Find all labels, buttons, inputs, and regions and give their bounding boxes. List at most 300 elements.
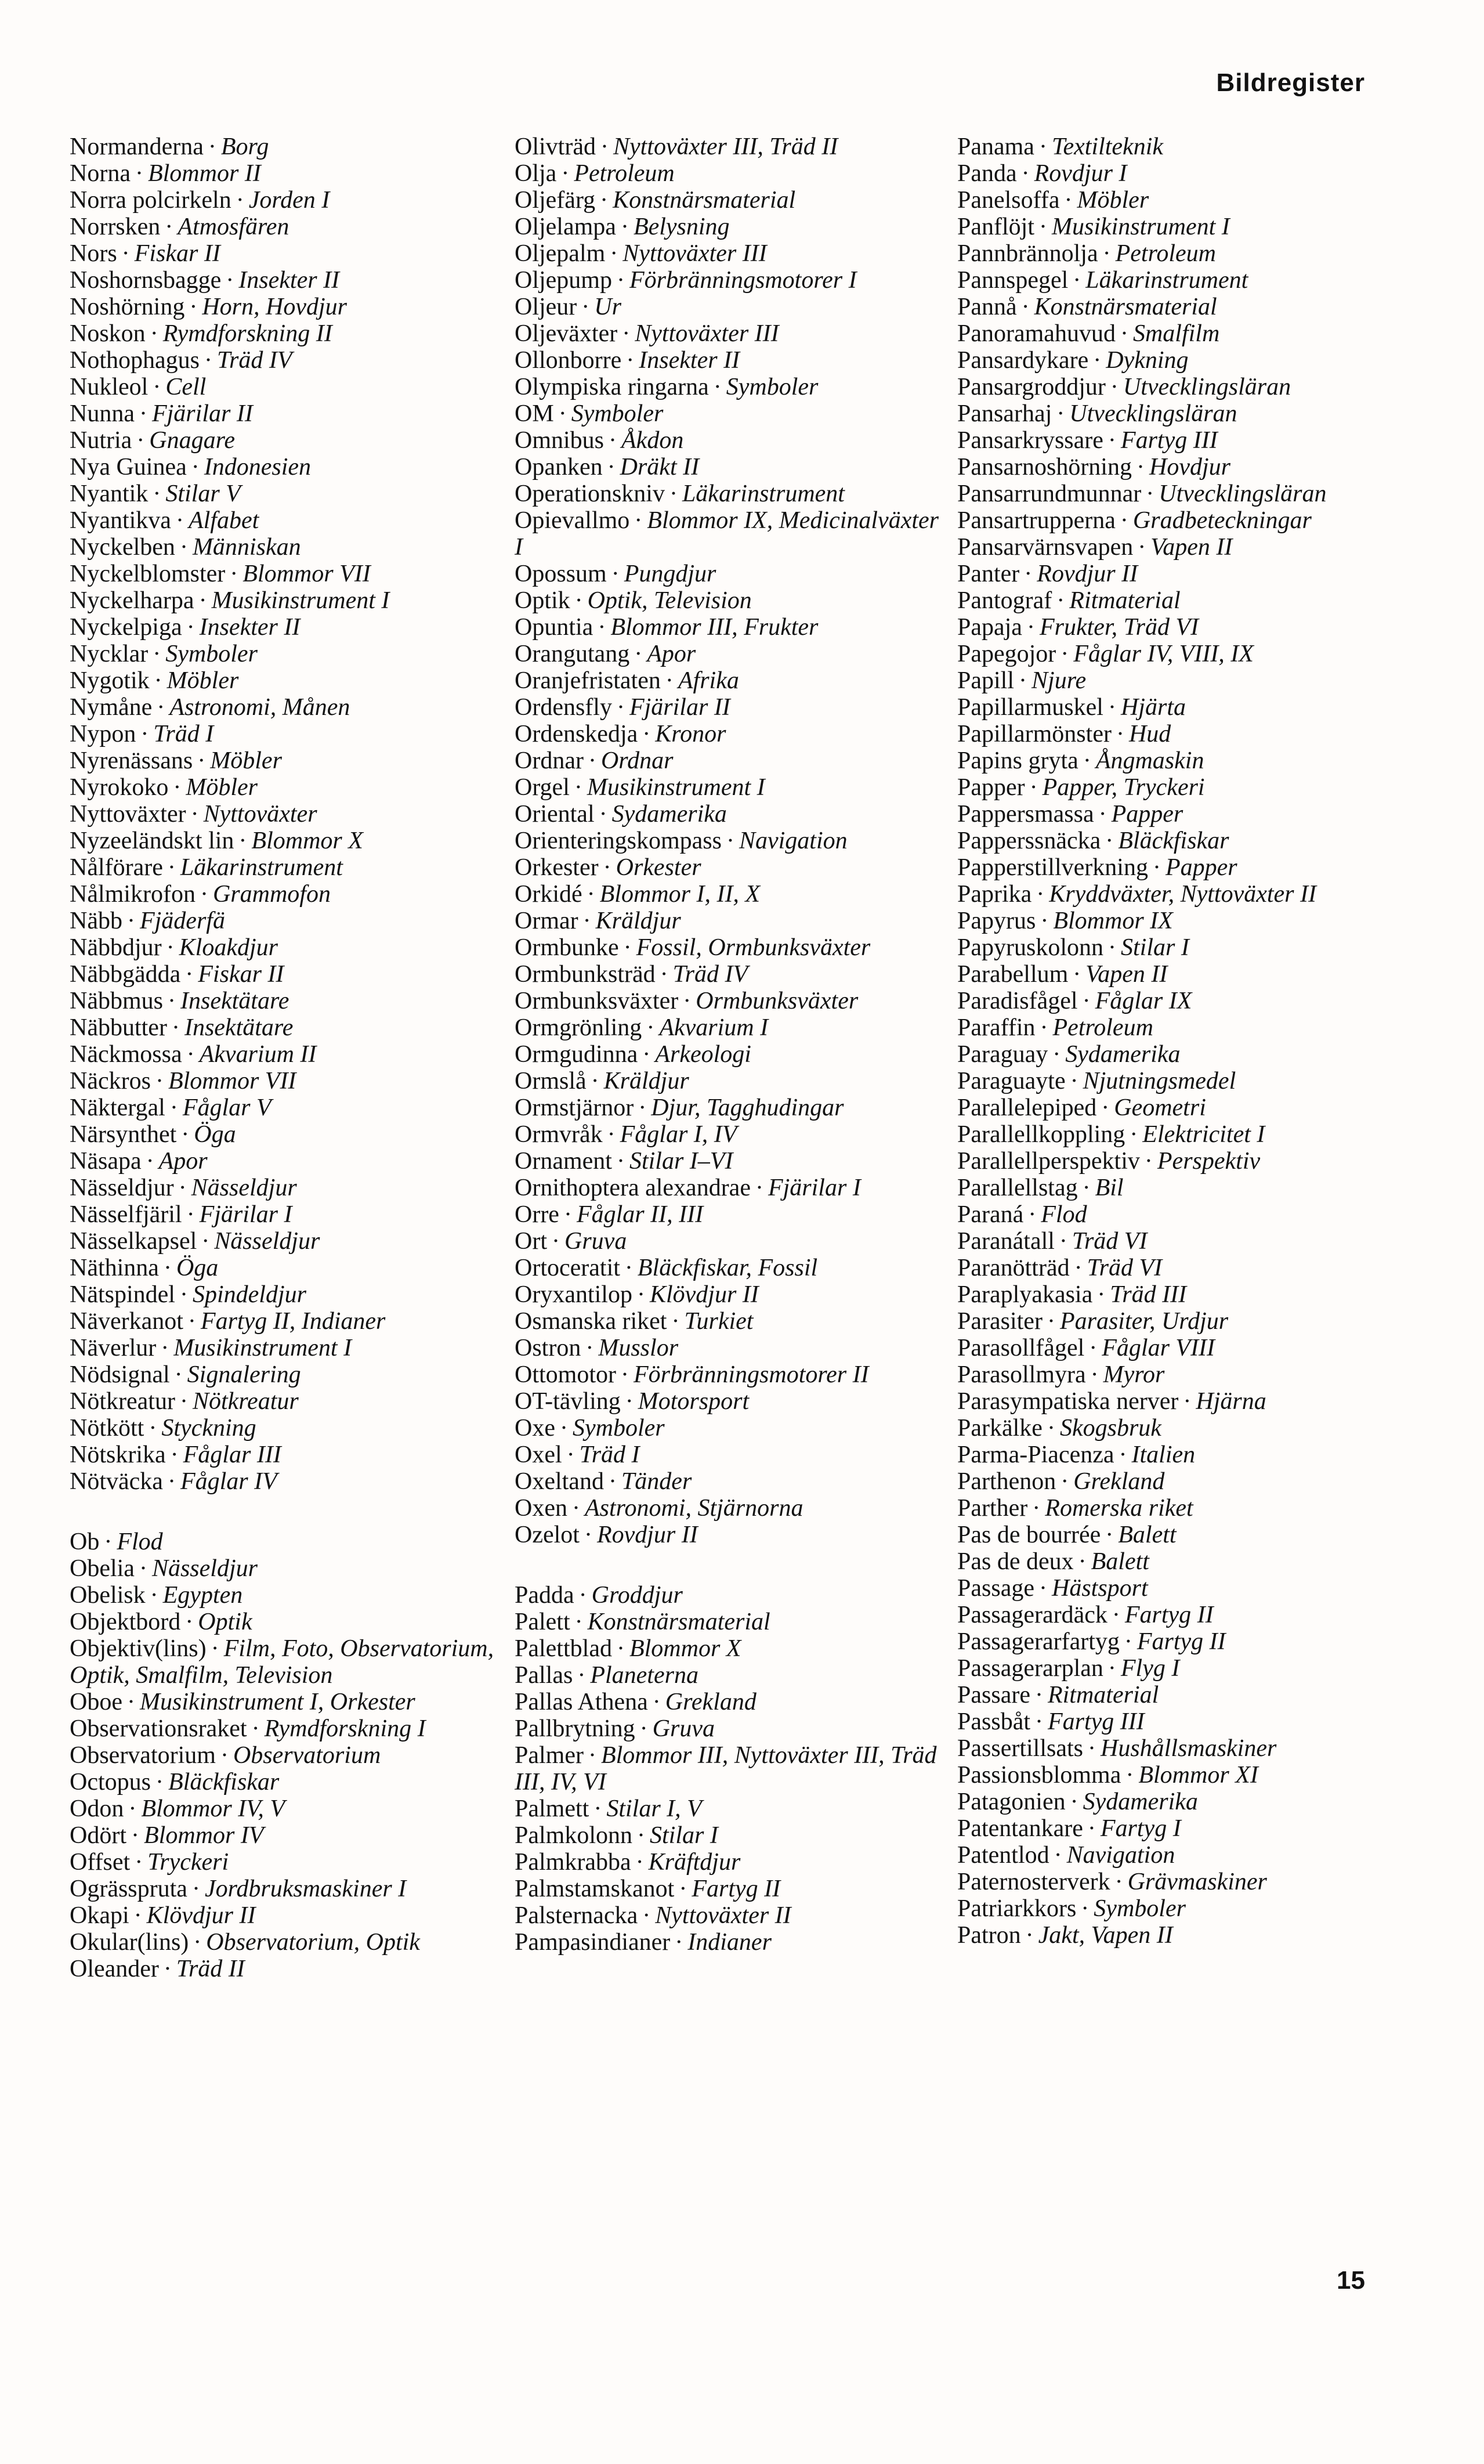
index-entry: [515, 1014, 944, 1041]
index-term: Nödsignal: [70, 1361, 170, 1388]
index-term: Ormbunke: [515, 934, 619, 961]
index-reference: Blommor I, II, X: [599, 881, 761, 908]
index-term: Palmkrabba: [515, 1849, 631, 1876]
index-reference: Rovdjur I: [1034, 160, 1127, 187]
index-term: Octopus: [70, 1769, 151, 1795]
index-term: Ortoceratit: [515, 1255, 620, 1281]
index-term: Nyttoväxter: [70, 801, 186, 828]
index-term: Orre: [515, 1201, 559, 1228]
index-entry: [957, 934, 1387, 961]
separator-dot: ·: [204, 347, 212, 374]
index-term: Oxel: [515, 1441, 562, 1468]
index-entry: [515, 1041, 944, 1068]
index-reference: Symboler: [572, 1415, 665, 1441]
index-entry: [957, 1068, 1387, 1094]
separator-dot: ·: [165, 214, 173, 240]
index-term: Nötskrika: [70, 1441, 166, 1468]
separator-dot: ·: [126, 908, 135, 934]
separator-dot: ·: [1110, 374, 1119, 400]
index-entry: [70, 1121, 499, 1148]
separator-dot: ·: [208, 133, 216, 160]
separator-dot: ·: [616, 694, 625, 721]
index-reference: Fåglar VIII: [1102, 1335, 1215, 1361]
separator-dot: ·: [1138, 534, 1146, 561]
index-reference: Sydamerika: [611, 801, 727, 828]
separator-dot: ·: [1024, 561, 1033, 587]
separator-dot: ·: [1093, 347, 1102, 374]
index-entry: [515, 374, 944, 400]
index-term: Nypon: [70, 721, 136, 747]
index-reference: Blommor IX: [1053, 908, 1173, 934]
index-entry: [70, 614, 499, 641]
index-entry: [515, 721, 944, 747]
index-entry: [70, 454, 499, 480]
index-reference: Planeterna: [590, 1662, 698, 1689]
separator-dot: ·: [1059, 1228, 1067, 1255]
index-term: Patriarkkors: [957, 1895, 1077, 1922]
index-term: Nothophagus: [70, 347, 200, 374]
separator-dot: ·: [636, 1281, 645, 1308]
index-term: Observationsraket: [70, 1715, 247, 1742]
index-reference: Nässeldjur: [214, 1228, 320, 1255]
index-reference: Möbler: [210, 747, 282, 774]
index-entry: [515, 1495, 944, 1522]
index-entry: [515, 1361, 944, 1388]
separator-dot: ·: [186, 1041, 195, 1068]
index-reference: Stilar V: [165, 480, 241, 507]
index-term: Nyantikva: [70, 507, 171, 534]
separator-dot: ·: [1026, 614, 1035, 641]
separator-dot: ·: [170, 1441, 179, 1468]
section-gap: [515, 1548, 944, 1582]
index-term: Nutria: [70, 427, 132, 454]
index-entry: [70, 1068, 499, 1094]
index-reference: Träd VI: [1087, 1255, 1163, 1281]
index-reference: Vapen II: [1150, 534, 1233, 561]
separator-dot: ·: [139, 400, 147, 427]
index-entry: [957, 187, 1387, 214]
index-term: Parther: [957, 1495, 1028, 1522]
index-term: Näsapa: [70, 1148, 142, 1175]
index-term: Parallelepiped: [957, 1094, 1097, 1121]
index-reference: Blommor XI: [1138, 1762, 1258, 1789]
index-reference: Grekland: [1073, 1468, 1165, 1495]
index-entry: [515, 1929, 944, 1956]
index-reference: Musikinstrument I, Orkester: [139, 1689, 415, 1715]
separator-dot: ·: [236, 187, 244, 214]
separator-dot: ·: [1107, 427, 1116, 454]
index-term: Paranötträd: [957, 1255, 1070, 1281]
index-term: Oljefärg: [515, 187, 596, 214]
index-reference: Belysning: [633, 214, 730, 240]
separator-dot: ·: [135, 1849, 143, 1876]
separator-dot: ·: [1152, 854, 1161, 881]
index-reference: Blommor II: [147, 160, 261, 187]
index-entry: [515, 1822, 944, 1849]
separator-dot: ·: [139, 1555, 147, 1582]
index-term: Pansarrundmunnar: [957, 480, 1142, 507]
separator-dot: ·: [1146, 480, 1154, 507]
index-reference: Motorsport: [638, 1388, 750, 1415]
index-term: Norra polcirkeln: [70, 187, 231, 214]
index-term: Ort: [515, 1228, 547, 1255]
index-reference: Blommor VII: [168, 1068, 296, 1094]
index-entry: [70, 1635, 499, 1689]
index-reference: Ur: [594, 294, 621, 320]
index-reference: Spindeldjur: [192, 1281, 306, 1308]
index-entry: [515, 400, 944, 427]
index-reference: Bläckfiskar: [1118, 828, 1229, 854]
index-reference: Fjärilar II: [151, 400, 253, 427]
index-entry: [70, 187, 499, 214]
separator-dot: ·: [660, 961, 668, 988]
index-reference: Fartyg I: [1100, 1815, 1181, 1842]
index-entry: [957, 828, 1387, 854]
index-entry: [70, 267, 499, 294]
separator-dot: ·: [181, 1121, 190, 1148]
index-entry: [957, 1148, 1387, 1175]
separator-dot: ·: [675, 1929, 683, 1956]
index-entry: [515, 801, 944, 828]
index-reference: Nyttoväxter III, Träd II: [613, 133, 838, 160]
index-reference: Musikinstrument I: [211, 587, 390, 614]
index-reference: Träd I: [579, 1441, 640, 1468]
index-term: Opanken: [515, 454, 603, 480]
index-entry: [70, 1715, 499, 1742]
index-reference: Träd III: [1110, 1281, 1187, 1308]
index-term: Parabellum: [957, 961, 1069, 988]
separator-dot: ·: [226, 267, 234, 294]
index-entry: [957, 614, 1387, 641]
index-entry: [957, 1255, 1387, 1281]
separator-dot: ·: [1107, 1655, 1116, 1682]
separator-dot: ·: [1034, 1682, 1043, 1708]
separator-dot: ·: [620, 214, 629, 240]
separator-dot: ·: [1088, 1735, 1096, 1762]
index-term: Olja: [515, 160, 557, 187]
index-entry: [515, 1715, 944, 1742]
index-reference: Klövdjur II: [146, 1902, 256, 1929]
separator-dot: ·: [154, 667, 162, 694]
index-reference: Observatorium: [233, 1742, 381, 1769]
index-entry: [957, 374, 1387, 400]
separator-dot: ·: [1089, 1335, 1098, 1361]
index-reference: Träd VI: [1072, 1228, 1148, 1255]
separator-dot: ·: [1070, 1068, 1078, 1094]
index-reference: Akvarium I: [659, 1014, 769, 1041]
separator-dot: ·: [713, 374, 722, 400]
separator-dot: ·: [1107, 694, 1116, 721]
index-entry: [957, 1522, 1387, 1548]
index-reference: Astronomi, Stjärnorna: [584, 1495, 803, 1522]
index-term: Oranjefristaten: [515, 667, 661, 694]
index-term: Pappersmassa: [957, 801, 1094, 828]
index-column-2: [515, 133, 944, 1956]
separator-dot: ·: [1082, 988, 1091, 1014]
index-term: Norna: [70, 160, 131, 187]
index-entry: [515, 641, 944, 667]
index-term: Paraguay: [957, 1041, 1048, 1068]
index-term: Ob: [70, 1529, 100, 1555]
index-reference: Fiskar II: [198, 961, 284, 988]
separator-dot: ·: [168, 988, 176, 1014]
index-entry: [515, 133, 944, 160]
separator-dot: ·: [1081, 1895, 1090, 1922]
index-entry: [957, 1281, 1387, 1308]
separator-dot: ·: [574, 774, 582, 801]
index-reference: Blommor III, Frukter: [610, 614, 819, 641]
index-term: Paradisfågel: [957, 988, 1078, 1014]
index-entry: [957, 1655, 1387, 1682]
index-entry: [515, 854, 944, 881]
index-reference: Möbler: [1077, 187, 1149, 214]
separator-dot: ·: [574, 1609, 583, 1635]
index-term: Nyckelben: [70, 534, 175, 561]
index-term: Ottomotor: [515, 1361, 616, 1388]
index-entry: [957, 214, 1387, 240]
index-reference: Papper: [1165, 854, 1237, 881]
index-term: Papperstillverkning: [957, 854, 1148, 881]
index-entry: [515, 1094, 944, 1121]
separator-dot: ·: [574, 587, 583, 614]
index-reference: Fartyg II: [1136, 1628, 1226, 1655]
index-entry: [515, 427, 944, 454]
separator-dot: ·: [1038, 1575, 1047, 1602]
index-entry: [515, 828, 944, 854]
index-term: Norrsken: [70, 214, 161, 240]
index-reference: Insektätare: [184, 1014, 294, 1041]
separator-dot: ·: [1108, 934, 1116, 961]
separator-dot: ·: [1056, 587, 1065, 614]
index-entry: [70, 1041, 499, 1068]
index-entry: [957, 267, 1387, 294]
index-reference: Fartyg III: [1048, 1708, 1145, 1735]
index-entry: [70, 1742, 499, 1769]
separator-dot: ·: [197, 747, 206, 774]
index-reference: Pungdjur: [624, 561, 716, 587]
separator-dot: ·: [1021, 294, 1030, 320]
index-entry: [957, 694, 1387, 721]
separator-dot: ·: [638, 1094, 647, 1121]
index-entry: [70, 320, 499, 347]
index-entry: [70, 1308, 499, 1335]
index-term: Papegojor: [957, 641, 1056, 667]
index-entry: [957, 400, 1387, 427]
index-term: Offset: [70, 1849, 131, 1876]
separator-dot: ·: [198, 587, 207, 614]
index-entry: [70, 240, 499, 267]
index-entry: [515, 1522, 944, 1548]
separator-dot: ·: [1073, 961, 1081, 988]
index-reference: Stilar I: [1121, 934, 1189, 961]
separator-dot: ·: [191, 1876, 200, 1902]
separator-dot: ·: [600, 187, 609, 214]
index-reference: Perspektiv: [1157, 1148, 1261, 1175]
index-entry: [515, 988, 944, 1014]
index-entry: [957, 534, 1387, 561]
separator-dot: ·: [238, 828, 247, 854]
separator-dot: ·: [157, 694, 165, 721]
index-reference: Jorden I: [248, 187, 330, 214]
index-reference: Blommor IV, V: [141, 1795, 285, 1822]
index-reference: Akvarium II: [199, 1041, 317, 1068]
index-reference: Möbler: [186, 774, 258, 801]
index-term: Oriental: [515, 801, 595, 828]
index-reference: Atmosfären: [178, 214, 289, 240]
index-term: Orienteringskompass: [515, 828, 722, 854]
index-term: Oleander: [70, 1956, 159, 1982]
index-entry: [70, 1849, 499, 1876]
index-reference: Elektricitet I: [1142, 1121, 1265, 1148]
index-term: Pansardykare: [957, 347, 1089, 374]
index-term: Oboe: [70, 1689, 122, 1715]
separator-dot: ·: [179, 1281, 188, 1308]
index-reference: Parasiter, Urdjur: [1059, 1308, 1229, 1335]
index-term: Nyrenässans: [70, 747, 193, 774]
separator-dot: ·: [167, 854, 176, 881]
index-entry: [515, 1582, 944, 1609]
index-term: Paprika: [957, 881, 1032, 908]
index-entry: [70, 747, 499, 774]
separator-dot: ·: [639, 1715, 648, 1742]
index-entry: [957, 1815, 1387, 1842]
index-reference: Indianer: [687, 1929, 772, 1956]
index-reference: Nyttoväxter III: [635, 320, 779, 347]
index-term: Näbb: [70, 908, 122, 934]
index-reference: Hjärna: [1196, 1388, 1266, 1415]
index-reference: Balett: [1091, 1548, 1149, 1575]
index-term: Operationskniv: [515, 480, 665, 507]
index-term: Omnibus: [515, 427, 605, 454]
index-reference: Symboler: [571, 400, 664, 427]
index-reference: Klövdjur II: [649, 1281, 759, 1308]
separator-dot: ·: [1060, 641, 1069, 667]
index-entry: [70, 587, 499, 614]
index-entry: [957, 1682, 1387, 1708]
index-reference: Kryddväxter, Nyttoväxter II: [1049, 881, 1316, 908]
separator-dot: ·: [169, 1094, 178, 1121]
index-entry: [515, 1609, 944, 1635]
index-term: Panoramahuvud: [957, 320, 1116, 347]
index-reference: Djur, Tagghudingar: [651, 1094, 844, 1121]
index-term: Patentankare: [957, 1815, 1083, 1842]
index-reference: Myror: [1103, 1361, 1165, 1388]
separator-dot: ·: [121, 240, 130, 267]
index-reference: Hjärta: [1120, 694, 1186, 721]
index-entry: [957, 294, 1387, 320]
separator-dot: ·: [163, 1255, 172, 1281]
separator-dot: ·: [726, 828, 734, 854]
separator-dot: ·: [626, 347, 635, 374]
index-term: Passare: [957, 1682, 1030, 1708]
index-entry: [515, 1148, 944, 1175]
index-entry: [957, 667, 1387, 694]
index-reference: Musikinstrument I: [1052, 214, 1230, 240]
index-term: Oryxantilop: [515, 1281, 632, 1308]
separator-dot: ·: [1125, 1762, 1134, 1789]
index-reference: Ormbunksväxter: [696, 988, 859, 1014]
index-term: Nässelfjäril: [70, 1201, 182, 1228]
index-reference: Bläckfiskar: [168, 1769, 280, 1795]
index-entry: [515, 320, 944, 347]
index-term: Nötkött: [70, 1415, 144, 1441]
index-term: Närsynthet: [70, 1121, 177, 1148]
index-entry: [70, 1529, 499, 1555]
index-entry: [957, 1121, 1387, 1148]
index-reference: Nötkreatur: [192, 1388, 299, 1415]
index-term: Pansarnoshörning: [957, 454, 1132, 480]
separator-dot: ·: [1056, 400, 1065, 427]
index-reference: Åkdon: [621, 427, 684, 454]
index-term: Papperssnäcka: [957, 828, 1101, 854]
separator-dot: ·: [1019, 667, 1027, 694]
separator-dot: ·: [201, 1228, 210, 1255]
separator-dot: ·: [588, 747, 596, 774]
index-term: Passage: [957, 1575, 1034, 1602]
index-reference: Papper: [1111, 801, 1183, 828]
index-reference: Ordnar: [600, 747, 674, 774]
separator-dot: ·: [1144, 1148, 1153, 1175]
index-term: Parthenon: [957, 1468, 1056, 1495]
separator-dot: ·: [665, 667, 674, 694]
index-term: Noskon: [70, 320, 146, 347]
index-term: Oljeväxter: [515, 320, 618, 347]
separator-dot: ·: [1120, 507, 1128, 534]
separator-dot: ·: [1105, 828, 1114, 854]
index-term: Paraguayte: [957, 1068, 1066, 1094]
separator-dot: ·: [1052, 1041, 1061, 1068]
index-term: Palettblad: [515, 1635, 612, 1662]
index-entry: [957, 1335, 1387, 1361]
separator-dot: ·: [251, 1715, 260, 1742]
index-reference: Nyttoväxter II: [655, 1902, 791, 1929]
index-term: Näbbmus: [70, 988, 163, 1014]
index-term: Pansargroddjur: [957, 374, 1106, 400]
separator-dot: ·: [230, 561, 238, 587]
index-reference: Symboler: [726, 374, 819, 400]
index-reference: Gnagare: [149, 427, 236, 454]
separator-dot: ·: [1130, 1121, 1138, 1148]
separator-dot: ·: [185, 961, 194, 988]
index-term: Orgel: [515, 774, 570, 801]
index-term: Pansarhaj: [957, 400, 1052, 427]
index-reference: Ritmaterial: [1069, 587, 1181, 614]
index-term: Obelisk: [70, 1582, 146, 1609]
index-entry: [515, 1742, 944, 1795]
index-term: Passionsblomma: [957, 1762, 1121, 1789]
index-reference: Träd IV: [672, 961, 748, 988]
index-reference: Hushållsmaskiner: [1101, 1735, 1277, 1762]
index-entry: [70, 561, 499, 587]
index-reference: Rymdforskning I: [264, 1715, 426, 1742]
index-reference: Nässeldjur: [191, 1175, 297, 1201]
index-reference: Flod: [1041, 1201, 1087, 1228]
index-term: Ogrässpruta: [70, 1876, 187, 1902]
separator-dot: ·: [1114, 1869, 1123, 1895]
index-term: Oljelampa: [515, 214, 616, 240]
index-term: Nukleol: [70, 374, 149, 400]
index-reference: Blommor VII: [242, 561, 371, 587]
index-entry: [957, 1708, 1387, 1735]
index-term: Odon: [70, 1795, 124, 1822]
index-term: Nycklar: [70, 641, 149, 667]
index-entry: [515, 1228, 944, 1255]
index-term: Opossum: [515, 561, 607, 587]
index-entry: [70, 1281, 499, 1308]
index-entry: [957, 1869, 1387, 1895]
index-entry: [70, 1795, 499, 1822]
index-entry: [515, 1415, 944, 1441]
